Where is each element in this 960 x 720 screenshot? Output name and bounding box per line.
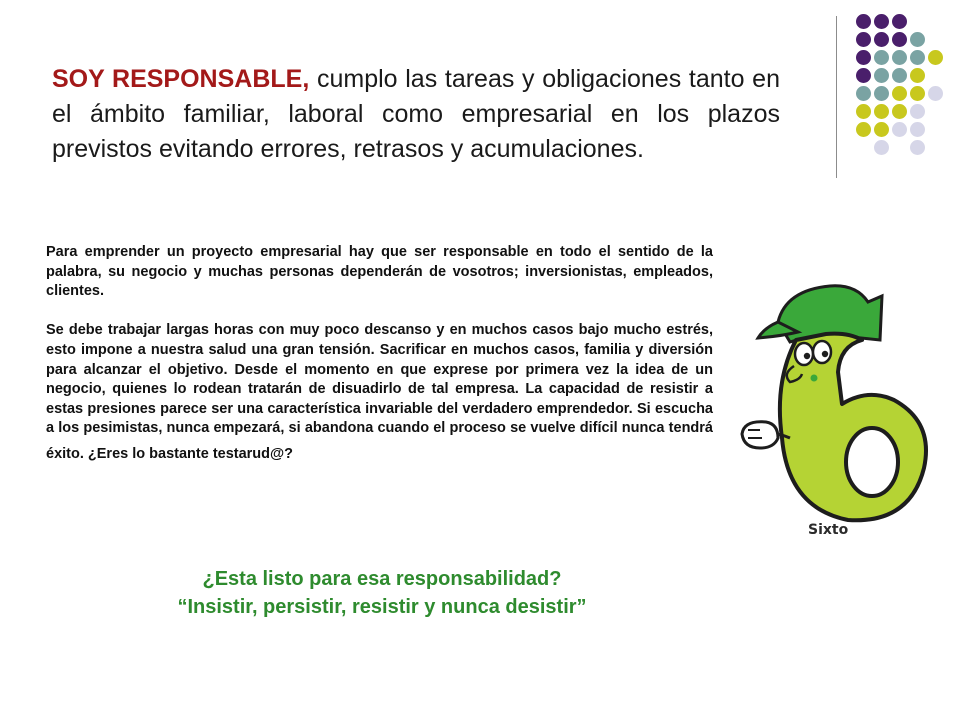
mascot-glove xyxy=(742,422,778,448)
closing-question: ¿Esta listo para esa responsabilidad? xyxy=(202,568,562,590)
dot xyxy=(856,14,871,29)
headline-accent: SOY RESPONSABLE, xyxy=(52,65,310,93)
closing-block xyxy=(40,565,724,621)
mascot-six-illustration xyxy=(738,262,938,552)
dot xyxy=(892,50,907,65)
dot xyxy=(910,140,925,155)
mascot-eye xyxy=(795,343,813,365)
dot xyxy=(874,122,889,137)
divider-line xyxy=(836,16,837,178)
body-paragraph-2 xyxy=(46,321,713,464)
dot xyxy=(910,32,925,47)
dot xyxy=(874,86,889,101)
dot xyxy=(910,86,925,101)
dot xyxy=(910,104,925,119)
dot xyxy=(910,122,925,137)
dot xyxy=(856,32,871,47)
dot xyxy=(910,68,925,83)
slide-headline xyxy=(52,62,780,167)
headline-text: cumplo las tareas y obligaciones tanto en el ámbito familiar, laboral como empresarial en los plazos previstos evitando errores, retrasos y acumulaciones. xyxy=(52,65,780,163)
dot xyxy=(856,104,871,119)
dot xyxy=(856,122,871,137)
body-paragraph-1: Para emprender un proyecto empresarial hay que ser responsable en todo el sentido de la palabra, su negocio y muchas personas dependerán de vosotros; inversionistas, empleados, clientes. xyxy=(46,244,713,300)
mascot-body-hole xyxy=(846,428,898,496)
mascot-caption: Sixto xyxy=(808,522,849,538)
dot xyxy=(856,86,871,101)
dot xyxy=(910,50,925,65)
dot xyxy=(928,50,943,65)
dot xyxy=(928,86,943,101)
closing-motto: “Insistir, persistir, resistir y nunca desistir” xyxy=(177,596,587,618)
dot xyxy=(892,122,907,137)
body-text xyxy=(46,243,713,465)
dot xyxy=(874,140,889,155)
dot xyxy=(856,68,871,83)
dot xyxy=(874,32,889,47)
dot xyxy=(874,50,889,65)
dot xyxy=(874,68,889,83)
dot xyxy=(892,32,907,47)
body-paragraph-2-main: Se debe trabajar largas horas con muy poco descanso y en muchos casos bajo mucho estrés, esto impone a nuestra salud una gran tensión. Sacrificar en muchos casos, familia y diversión para alcanzar el objetivo. Desde el momento en que exprese por primera vez la idea de un negocio, quienes lo rodean tratarán de disuadirlo de tal empresa. La capacidad de resistir a estas presiones parece ser una característica invariable del verdadero emprendedor. Si escucha a los pesimistas, nunca empezará, si abandona cuando el proceso se vuelve difícil nunca tendrá éxito. ¿Eres lo xyxy=(46,322,713,462)
dot xyxy=(856,50,871,65)
dot xyxy=(892,86,907,101)
dot xyxy=(892,14,907,29)
dot xyxy=(892,68,907,83)
body-paragraph-2-end: bastante testarud@? xyxy=(149,445,294,462)
mascot-eye xyxy=(813,341,831,363)
dot xyxy=(874,104,889,119)
dot xyxy=(892,104,907,119)
dot xyxy=(874,14,889,29)
